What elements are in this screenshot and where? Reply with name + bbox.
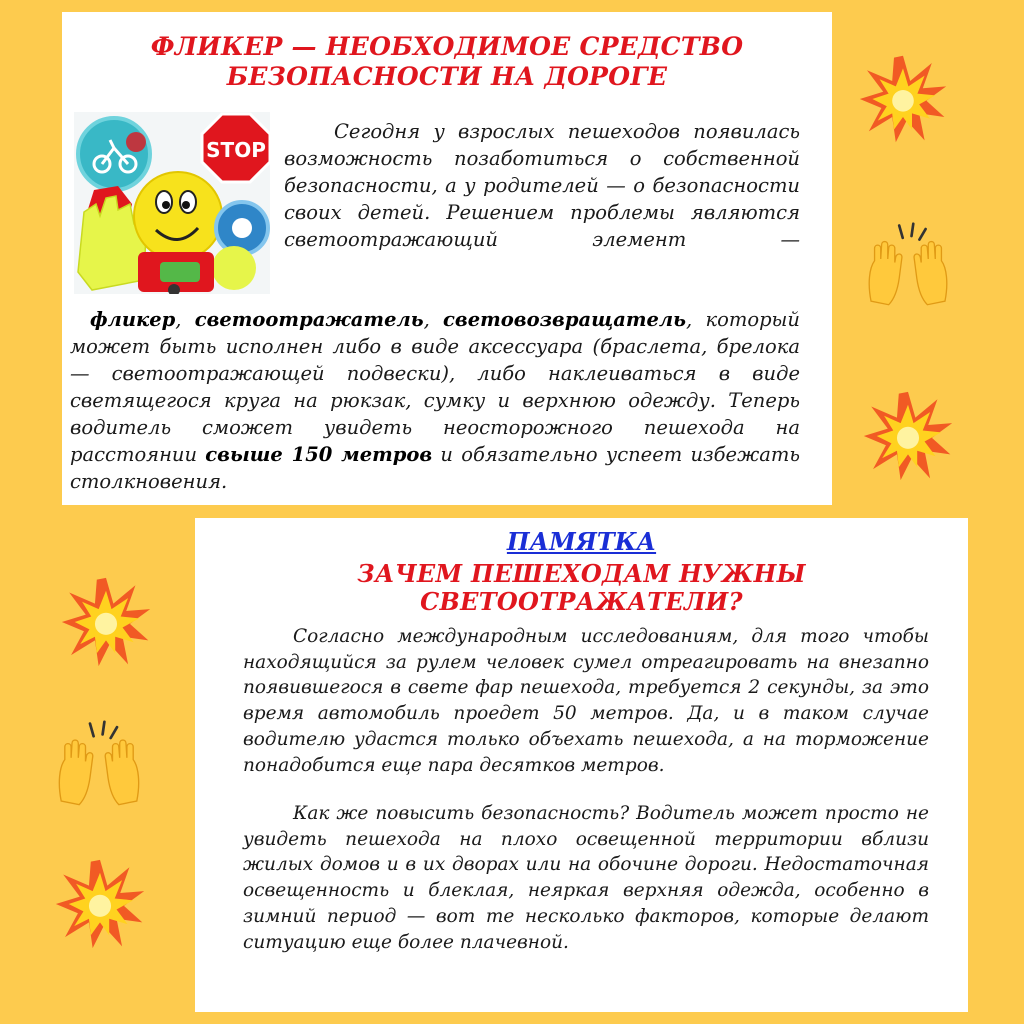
card-title: ФЛИКЕР — НЕОБХОДИМОЕ СРЕДСТВО БЕЗОПАСНОСТИ НА ДОРОГЕ: [150, 32, 744, 91]
flicker-info-card: [62, 12, 832, 505]
memo-heading: ПАМЯТКА: [506, 527, 657, 556]
collision-emoji-icon: [54, 858, 146, 950]
term-retroreflector: световозвращатель: [443, 308, 687, 331]
memo-card: [195, 518, 968, 1012]
flicker-description-paragraph: фликер, светоотражатель, световозвращатель, который может быть исполнен либо в виде аксессуара (браслета, брелока — светоотражающей подвески), либо наклеиваться в виде светящегося круга на рюкзак, сумку и верхнюю одежду. Теперь водитель сможет увидеть неосторожного пешехода на расстоянии свыше 150 метров и обязательно успеет избежать столкновения.: [70, 308, 800, 493]
distance-highlight: свыше 150 метров: [205, 443, 433, 466]
collision-emoji-icon: [862, 390, 954, 482]
memo-title: ЗАЧЕМ ПЕШЕХОДАМ НУЖНЫ СВЕТООТРАЖАТЕЛИ?: [357, 559, 806, 616]
collision-emoji-icon: [60, 576, 152, 668]
collision-emoji-icon: [858, 54, 948, 144]
term-reflector: светоотражатель: [194, 308, 424, 331]
research-paragraph: Согласно международным исследованиям, для того чтобы находящийся за рулем человек сумел отреагировать на внезапно появившегося в свете фар пешехода, требуется 2 секунды, за это время автомобиль проедет 50 метров. Да, и в таком случае водителю удастся только объехать пешехода, а на торможение понадобится еще пара десятков метров.: [243, 626, 929, 776]
raising-hands-emoji-icon: [860, 222, 956, 310]
term-flicker: фликер: [90, 308, 176, 331]
safety-paragraph: Как же повысить безопасность? Водитель может просто не увидеть пешехода на плохо освещенной территории вблизи жилых домов и в их дворах или на обочине дороги. Недостаточная освещенность и блеклая, неяркая верхняя одежда, особенно в зимний период — вот те несколько факторов, которые делают ситуацию еще более плачевной.: [243, 803, 929, 953]
reflector-collage-image: [74, 112, 270, 294]
raising-hands-emoji-icon: [50, 720, 148, 810]
stop-sign-text: STOP: [206, 138, 266, 162]
intro-paragraph: Сегодня у взрослых пешеходов появилась возможность позаботиться о собственной безопасности, а у родителей — о безопасности своих детей. Решением проблемы являются светоотражающий элемент —: [284, 120, 800, 251]
